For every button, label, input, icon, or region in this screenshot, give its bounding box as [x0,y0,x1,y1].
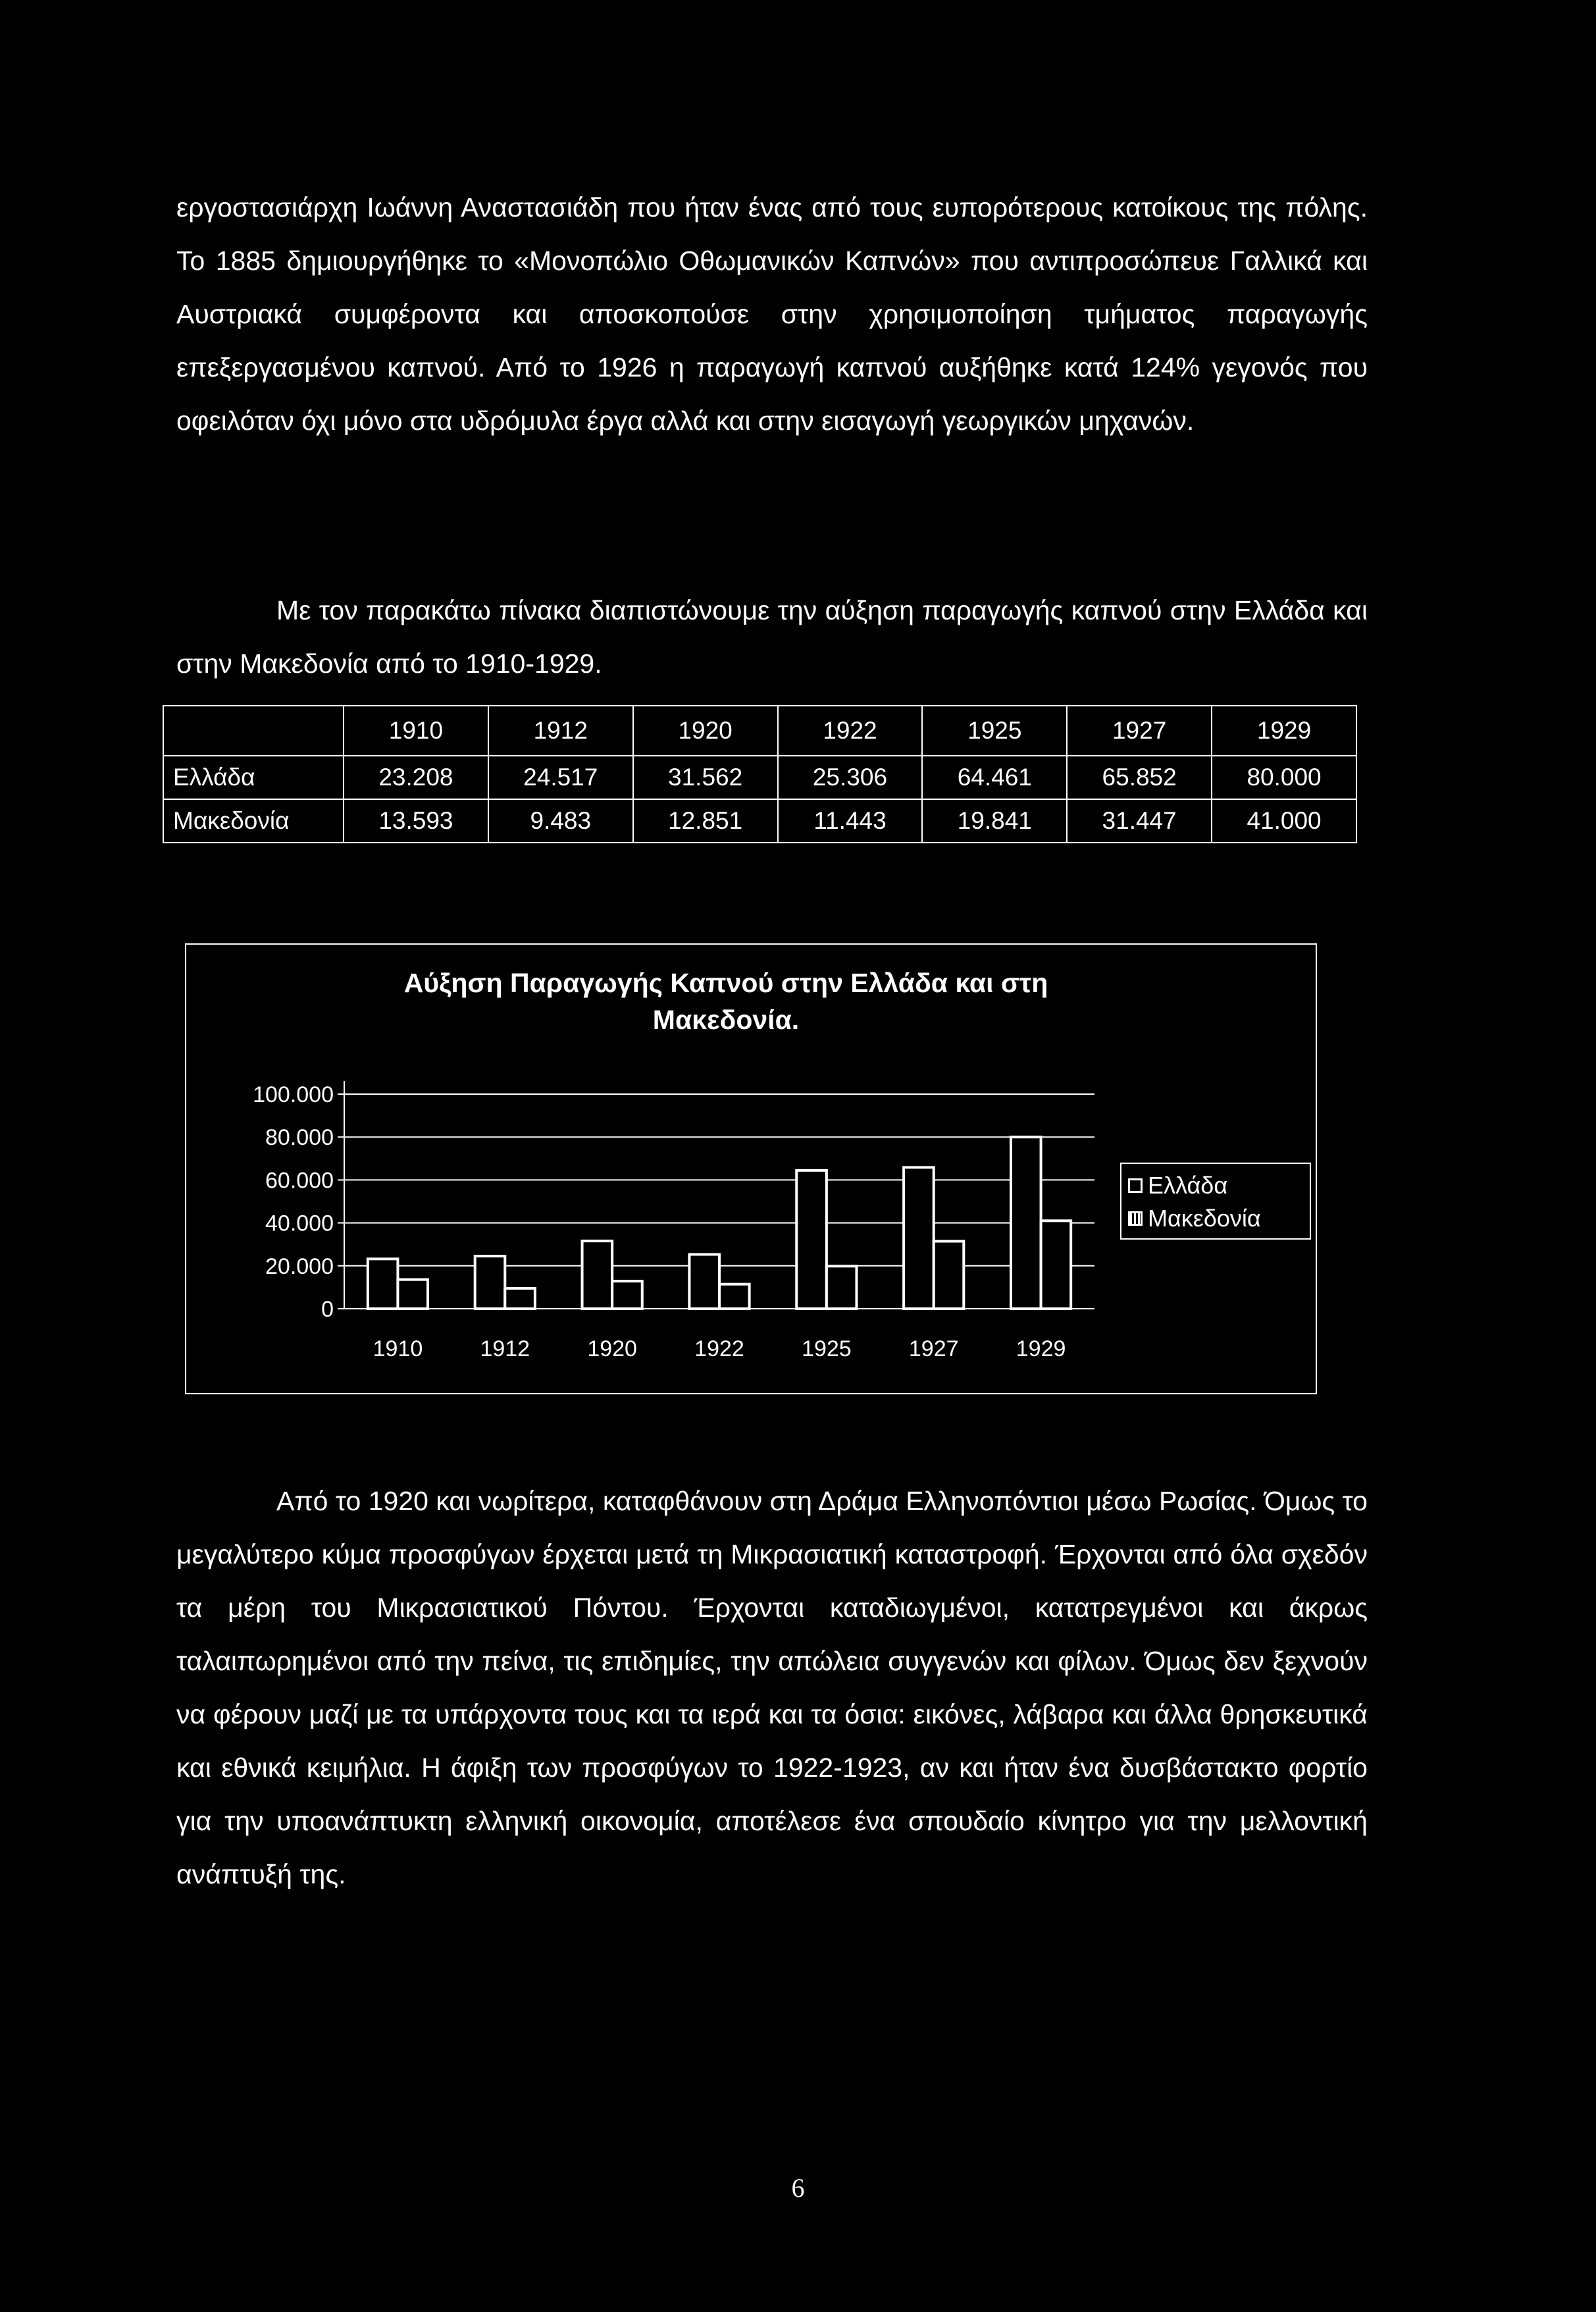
legend-item [1128,1202,1310,1235]
table-header-cell: 1927 [1067,706,1212,756]
legend-swatch-hollow-icon [1128,1178,1143,1193]
bar [475,1256,505,1309]
table-cell: 13.593 [344,799,488,843]
x-tick-label: 1927 [908,1336,959,1361]
x-tick-label: 1929 [1016,1336,1066,1361]
legend-label: Μακεδονία [1148,1205,1261,1232]
table-cell: 19.841 [922,799,1067,843]
y-tick-label: 40.000 [265,1211,334,1236]
bar [719,1284,750,1309]
x-tick-label: 1910 [373,1336,423,1361]
y-tick-label: 80.000 [265,1125,334,1151]
bar [1041,1221,1071,1309]
x-tick-label: 1912 [480,1336,530,1361]
bar [934,1241,964,1309]
chart-title-line-2: Μακεδονία. [652,1005,800,1035]
production-table [163,705,1357,843]
x-tick-label: 1920 [587,1336,637,1361]
table-cell: 23.208 [344,756,488,799]
legend-swatch-filled-icon [1128,1211,1143,1226]
table-cell: 25.306 [778,756,923,799]
table-header-cell: 1910 [344,706,488,756]
paragraph-1: εργοστασιάρχη Ιωάννη Αναστασιάδη που ήταν ένας από τους ευπορότερους κατοίκους της πόλης. Το 1885 δημιουργήθηκε το «Μονοπώλιο Οθωμανικών Καπνών» που αντιπροσώπευε Γαλλικά και Αυστριακά συμφέροντα και αποσκοπούσε στην χρησιμοποίηση τμήματος παραγωγής επεξεργασμένου καπνού. Από το 1926 η παραγωγή καπνού αυξήθηκε κατά 124% γεγονός που οφειλόταν όχι μόνο στα υδρόμυλα έργα αλλά και στην εισαγωγή γεωργικών μηχανών. [176,192,1368,436]
x-tick-label: 1922 [694,1336,744,1361]
table-corner-cell [163,706,344,756]
bar [582,1241,613,1309]
table-cell: 31.562 [633,756,778,799]
y-tick-label: 0 [321,1297,334,1322]
table-header-cell: 1912 [488,706,633,756]
table-cell: 80.000 [1212,756,1356,799]
bar [796,1170,827,1309]
table-cell: 12.851 [633,799,778,843]
table-row [163,756,1356,799]
bar [398,1280,428,1309]
x-tick-label: 1925 [802,1336,852,1361]
chart-title-line-1: Αύξηση Παραγωγής Καπνού στην Ελλάδα και στη [403,968,1048,998]
table-header-cell: 1920 [633,706,778,756]
paragraph-2: Με τον παρακάτω πίνακα διαπιστώνουμε την αύξηση παραγωγής καπνού στην Ελλάδα και στην Μακεδονία από το 1910-1929. [176,595,1368,679]
bar [505,1288,535,1309]
y-tick-label: 60.000 [265,1168,334,1194]
paragraph-3: Από το 1920 και νωρίτερα, καταφθάνουν στη Δράμα Ελληνοπόντιοι μέσω Ρωσίας. Όμως το μεγαλύτερο κύμα προσφύγων έρχεται μετά τη Μικρασιατική καταστροφή. Έρχονται από όλα σχεδόν τα μέρη του Μικρασιατικού Πόντου. Έρχονται καταδιωγμένοι, κατατρεγμένοι και άκρως ταλαιπωρημένοι από την πείνα, τις επιδημίες, την απώλεια συγγενών και φίλων. Όμως δεν ξεχνούν να φέρουν μαζί με τα υπάρχοντα τους και τα ιερά και τα όσια: εικόνες, λάβαρα και άλλα θρησκευτικά και εθνικά κειμήλια. Η άφιξη των προσφύγων το 1922-1923, αν και ήταν ένα δυσβάστακτο φορτίο για την υποανάπτυκτη ελληνική οικονομία, αποτέλεσε ένα σπουδαίο κίνητρο για την μελλοντική ανάπτυξή της. [176,1486,1368,1889]
chart-frame [185,943,1317,1394]
y-tick-label: 100.000 [253,1082,334,1107]
table-row-label: Μακεδονία [163,799,344,843]
table-cell: 31.447 [1067,799,1212,843]
table-header-cell: 1922 [778,706,923,756]
bar [612,1281,642,1309]
bar [904,1167,934,1309]
table-row [163,799,1356,843]
table-cell: 65.852 [1067,756,1212,799]
table-header-cell: 1925 [922,706,1067,756]
chart-legend [1120,1163,1311,1240]
table-cell: 24.517 [488,756,633,799]
bar [689,1255,719,1309]
y-tick-label: 20.000 [265,1253,334,1279]
table-row-label: Ελλάδα [163,756,344,799]
bar [368,1259,398,1309]
page-number: 6 [791,2173,805,2203]
legend-label: Ελλάδα [1148,1172,1228,1199]
table-cell: 64.461 [922,756,1067,799]
bar [1011,1137,1041,1309]
table-cell: 11.443 [778,799,923,843]
bar [827,1266,857,1309]
legend-item [1128,1169,1310,1202]
table-cell: 9.483 [488,799,633,843]
table-header-cell: 1929 [1212,706,1356,756]
table-cell: 41.000 [1212,799,1356,843]
table-header-row [163,706,1356,756]
